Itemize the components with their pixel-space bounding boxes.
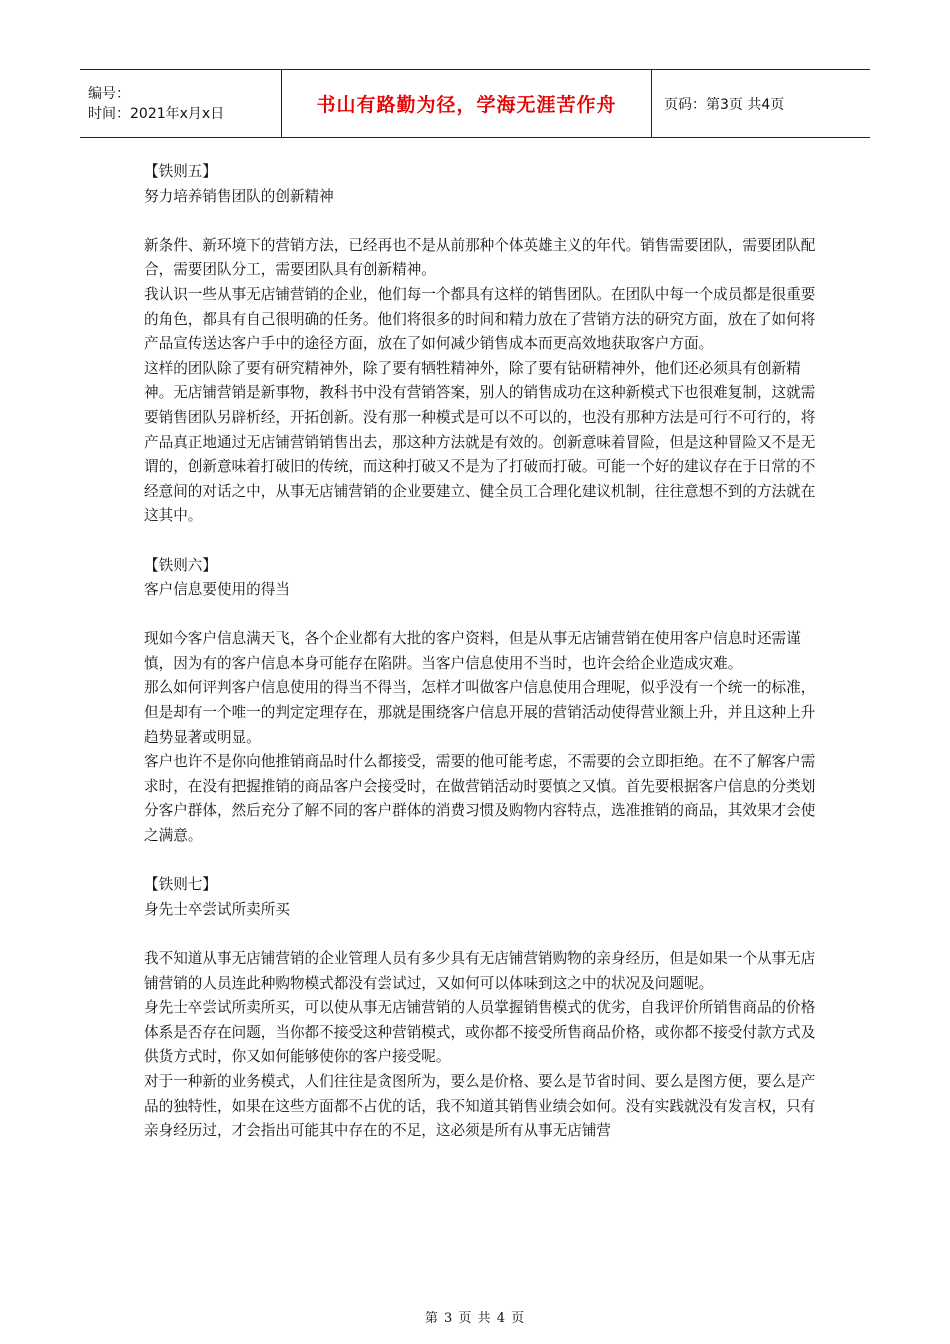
page-header bbox=[80, 69, 870, 138]
section-subtitle: 客户信息要使用的得当 bbox=[144, 581, 290, 599]
paragraph: 身先士卒尝试所卖所买，可以使从事无店铺营销的人员掌握销售模式的优劣，自我评价所销售商品的价格体系是否存在问题，当你都不接受这种营销模式，或你都不接受所售商品价格，或你都不接受付款方式及供货方式时，你又如何能够使你的客户接受呢。 bbox=[144, 999, 816, 1066]
paragraph: 我认识一些从事无店铺营销的企业，他们每一个都具有这样的销售团队。在团队中每一个成员都是很重要的角色，都具有自己很明确的任务。他们将很多的时间和精力放在了营销方法的研究方面，放在了如何将产品宣传送达客户手中的途径方面，放在了如何减少销售成本而更高效地获取客户方面。 bbox=[144, 285, 816, 353]
paragraph: 我不知道从事无店铺营销的企业管理人员有多少具有无店铺营销购物的亲身经历，但是如果一个从事无店铺营销的人员连此种购物模式都没有尝试过，又如何可以体味到这之中的状况及问题呢。 bbox=[144, 950, 816, 992]
header-page-info: 页码：第3页 共4页 bbox=[664, 96, 785, 113]
paragraph: 新条件、新环境下的营销方法，已经再也不是从前那种个体英雄主义的年代。销售需要团队，需要团队配合，需要团队分工，需要团队具有创新精神。 bbox=[144, 236, 816, 279]
paragraph: 对于一种新的业务模式，人们往往是贪图所为，要么是价格、要么是节省时间、要么是图方便，要么是产品的独特性，如果在这些方面都不占优的话，我不知道其销售业绩会如何。没有实践就没有发言权，只有亲身经历过，才会指出可能其中存在的不足，这必须是所有从事无店铺营 bbox=[144, 1072, 816, 1140]
paragraph: 这样的团队除了要有研究精神外，除了要有牺牲精神外，除了要有钻研精神外，他们还必须具有创新精神。无店铺营销是新事物，教科书中没有营销答案，别人的销售成功在这种新模式下也很难复制，这就需要销售团队另辟析经，开拓创新。没有那一种模式是可以不可以的，也没有那种方法是可行不可行的，将产品真正地通过无店铺营销销售出去，那这种方法就是有效的。创新意味着冒险，但是这种冒险又不是无谓的，创新意味着打破旧的传统，而这种打破又不是为了打破而打破。可能一个好的建议存在于日常的不经意间的对话之中，从事无店铺营销的企业要建立、健全员工合理化建议机制，往往意想不到的方法就在这其中。 bbox=[144, 359, 816, 525]
document-body bbox=[144, 160, 824, 1144]
header-motto-cell bbox=[282, 70, 652, 137]
document-date: 时间：2021年x月x日 bbox=[88, 105, 225, 122]
page-footer: 第 3 页 共 4 页 bbox=[424, 1311, 526, 1326]
header-meta bbox=[80, 70, 282, 137]
paragraph: 现如今客户信息满天飞，各个企业都有大批的客户资料，但是从事无店铺营销在使用客户信息时还需谨慎，因为有的客户信息本身可能存在陷阱。当客户信息使用不当时，也许会给企业造成灾难。 bbox=[144, 630, 801, 672]
header-motto: 书山有路勤为径，学海无涯苦作舟 bbox=[316, 94, 617, 116]
section-title: 【铁则五】 bbox=[144, 163, 217, 180]
header-page-cell bbox=[652, 70, 870, 137]
section-title: 【铁则七】 bbox=[144, 876, 217, 894]
section-title: 【铁则六】 bbox=[144, 556, 217, 574]
document-number-label: 编号： bbox=[88, 85, 130, 102]
section-subtitle: 身先士卒尝试所卖所买 bbox=[144, 900, 290, 918]
section-subtitle: 努力培养销售团队的创新精神 bbox=[144, 187, 334, 205]
paragraph: 客户也许不是你向他推销商品时什么都接受，需要的他可能考虑，不需要的会立即拒绝。在不了解客户需求时，在没有把握推销的商品客户会接受时，在做营销活动时要慎之又慎。首先要根据客户信息的分类划分客户群体，然后充分了解不同的客户群体的消费习惯及购物内容特点，选准推销的商品，其效果才会使之满意。 bbox=[144, 753, 816, 845]
paragraph: 那么如何评判客户信息使用的得当不得当，怎样才叫做客户信息使用合理呢，似乎没有一个统一的标准，但是却有一个唯一的判定定理存在，那就是围绕客户信息开展的营销活动使得营业额上升，并且这种上升趋势显著或明显。 bbox=[144, 679, 816, 746]
